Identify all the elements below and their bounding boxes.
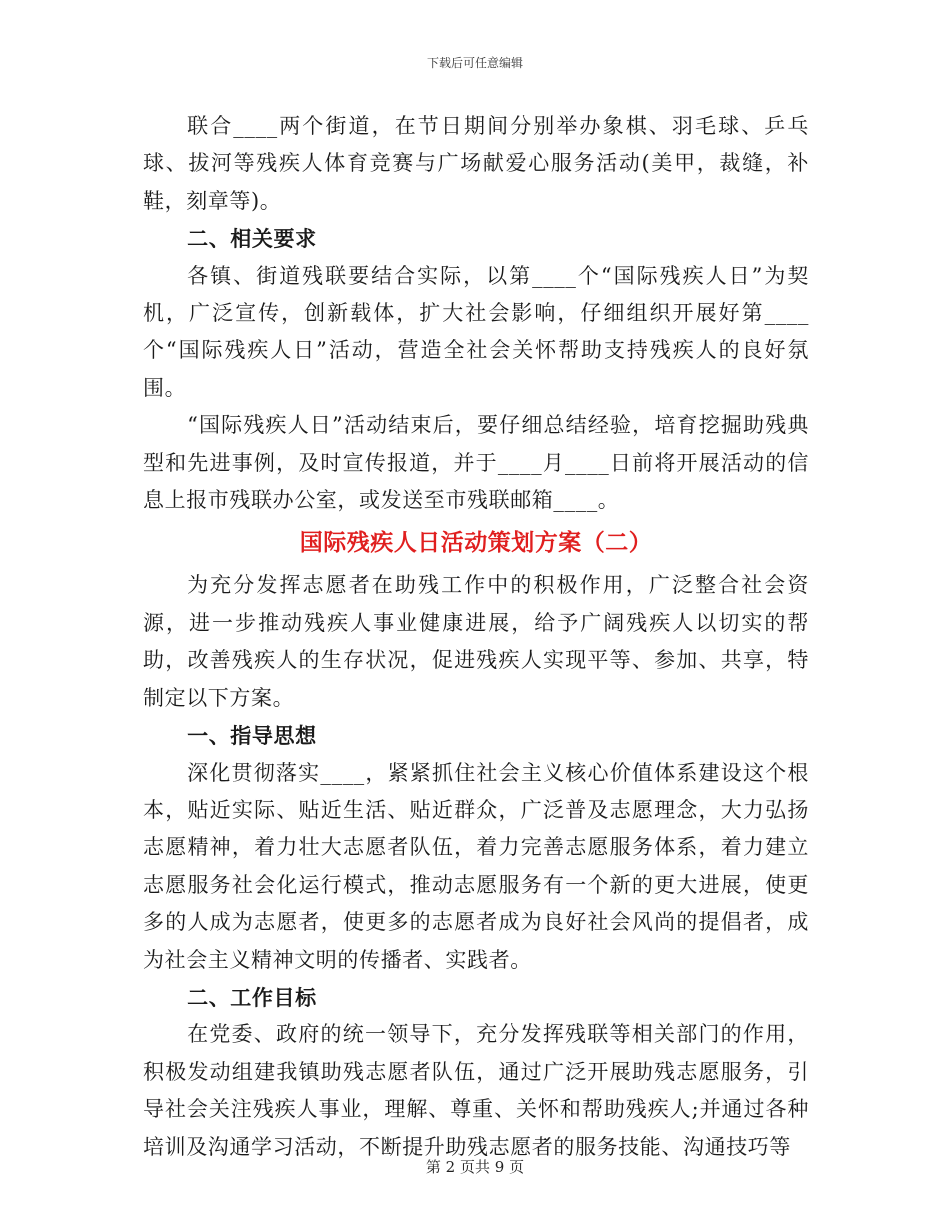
section-heading-work-goals: 二、工作目标 [187, 984, 317, 1010]
work-goals-paragraph: 在党委、政府的统一领导下，充分发挥残联等相关部门的作用，积极发动组建我镇助残志愿者队伍，通过广泛开展助残志愿服务，引导社会关注残疾人事业，理解、尊重、关怀和帮助残疾人;并通过各种培训及沟通学习活动，不断提升助残志愿者的服务技能、沟通技巧等 [143, 1022, 809, 1159]
guiding-thought-paragraph: 深化贯彻落实____，紧紧抓住社会主义核心价值体系建设这个根本，贴近实际、贴近生活、贴近群众，广泛普及志愿理念，大力弘扬志愿精神，着力壮大志愿者队伍，着力完善志愿服务体系，着力建立志愿服务社会化运行模式，推动志愿服务有一个新的更大进展，使更多的人成为志愿者，使更多的志愿者成为良好社会风尚的提倡者，成为社会主义精神文明的传播者、实践者。 [143, 760, 809, 972]
section-heading-requirements: 二、相关要求 [187, 226, 317, 252]
plan-two-title: 国际残疾人日活动策划方案（二） [299, 529, 653, 557]
section-heading-guiding-thought: 一、指导思想 [187, 723, 317, 749]
intro-paragraph: 联合____两个街道，在节日期间分别举办象棋、羽毛球、乒乓球、拔河等残疾人体育竞赛与广场献爱心服务活动(美甲，裁缝，补鞋，刻章等)。 [143, 114, 809, 213]
plan-two-intro-paragraph: 为充分发挥志愿者在助残工作中的积极作用，广泛整合社会资源，进一步推动残疾人事业健康进展，给予广阔残疾人以切实的帮助，改善残疾人的生存状况，促进残疾人实现平等、参加、共享，特制定以下方案。 [143, 573, 809, 710]
page-number-footer: 第 2 页共 9 页 [425, 1158, 525, 1176]
page-header-note: 下载后可任意编辑 [426, 56, 523, 70]
requirements-paragraph-1: 各镇、街道残联要结合实际，以第____个“国际残疾人日”为契机，广泛宣传，创新载体，扩大社会影响，仔细组织开展好第____个“国际残疾人日”活动，营造全社会关怀帮助支持残疾人的良好氛围。 [143, 263, 809, 400]
document-body [143, 108, 809, 1166]
requirements-paragraph-2: “国际残疾人日”活动结束后，要仔细总结经验，培育挖掘助残典型和先进事例，及时宣传报道，并于____月____日前将开展活动的信息上报市残联办公室，或发送至市残联邮箱____。 [143, 413, 809, 513]
